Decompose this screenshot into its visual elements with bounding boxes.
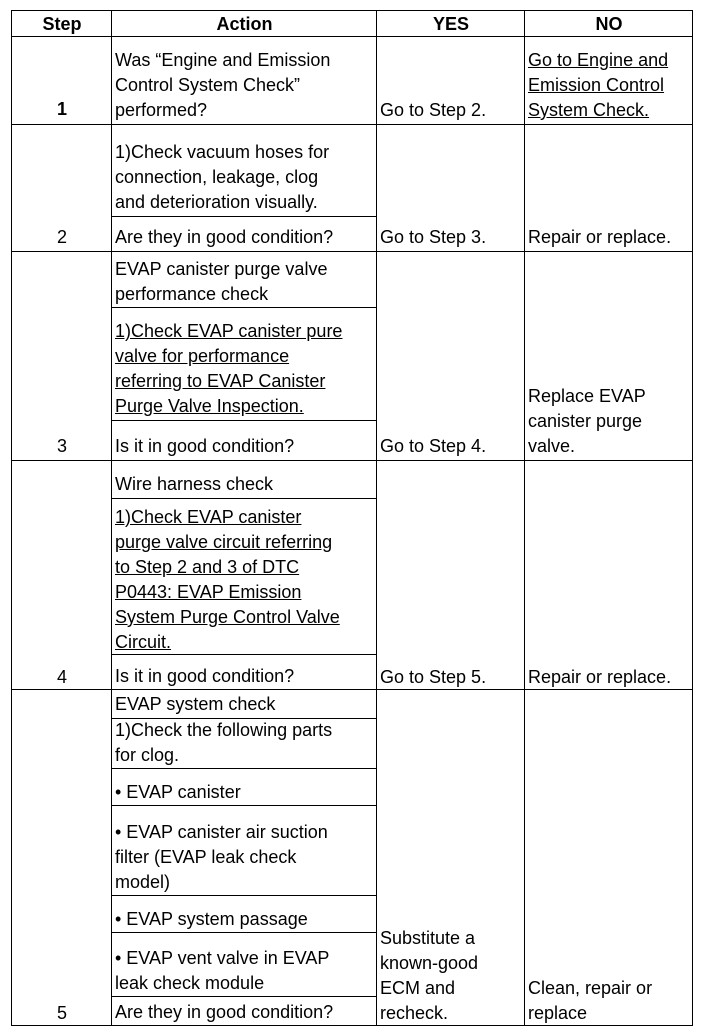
column-divider — [524, 11, 525, 1025]
action-question: Is it in good condition? — [115, 666, 295, 686]
yes-text: Go to Step 4. — [380, 436, 487, 456]
subrow-divider — [111, 498, 376, 499]
action-link[interactable]: 1)Check EVAP canister pure valve for performance referring to EVAP Canister Purge Valve Inspection. — [115, 321, 343, 416]
no-link[interactable]: Go to Engine and Emission Control System Check. — [528, 50, 669, 120]
action-link[interactable]: 1)Check EVAP canister purge valve circuit referring to Step 2 and 3 of DTC P0443: EVAP Emission System Purge Control Valve Circuit. — [115, 507, 340, 652]
action-text: 1)Check the following parts for clog. — [115, 720, 333, 765]
column-divider — [376, 11, 377, 1025]
no-text: Clean, repair or replace — [528, 978, 653, 1023]
action-bullet: • EVAP system passage — [115, 909, 308, 929]
action-bullet: • EVAP canister air suction filter (EVAP leak check model) — [115, 822, 328, 892]
step-number: 5 — [56, 1003, 67, 1023]
action-text: Wire harness check — [115, 474, 274, 494]
header-step: Step — [42, 13, 82, 34]
action-bullet: • EVAP vent valve in EVAP leak check module — [115, 948, 330, 993]
step-number: 1 — [56, 99, 67, 119]
diagnostic-table — [11, 10, 693, 1026]
subrow-divider — [111, 216, 376, 217]
header-yes: YES — [432, 13, 470, 34]
row-divider — [12, 124, 692, 125]
action-text: EVAP system check — [115, 694, 276, 714]
subrow-divider — [111, 805, 376, 806]
yes-text: Go to Step 3. — [380, 227, 487, 247]
action-question: Is it in good condition? — [115, 436, 295, 456]
action-question: Are they in good condition? — [115, 1002, 334, 1022]
yes-text: Substitute a known-good ECM and recheck. — [380, 928, 479, 1023]
action-text: 1)Check vacuum hoses for connection, leakage, clog and deterioration visually. — [115, 142, 330, 212]
action-text: EVAP canister purge valve performance check — [115, 259, 328, 304]
row-divider — [12, 460, 692, 461]
step-number: 4 — [56, 667, 67, 687]
action-question: Are they in good condition? — [115, 227, 334, 247]
action-bullet: • EVAP canister — [115, 782, 241, 802]
subrow-divider — [111, 768, 376, 769]
subrow-divider — [111, 895, 376, 896]
row-divider — [12, 251, 692, 252]
no-text: Repair or replace. — [528, 667, 672, 687]
subrow-divider — [111, 932, 376, 933]
subrow-divider — [111, 307, 376, 308]
header-action: Action — [216, 13, 273, 34]
header-no: NO — [595, 13, 623, 34]
subrow-divider — [111, 996, 376, 997]
no-text: Repair or replace. — [528, 227, 672, 247]
step-number: 3 — [56, 436, 67, 456]
no-text: Replace EVAP canister purge valve. — [528, 386, 646, 456]
column-divider — [111, 11, 112, 1025]
step-number: 2 — [56, 227, 67, 247]
yes-text: Go to Step 5. — [380, 667, 487, 687]
row-divider — [12, 36, 692, 37]
yes-text: Go to Step 2. — [380, 100, 487, 120]
action-text: Was “Engine and Emission Control System Check” performed? — [115, 50, 331, 120]
subrow-divider — [111, 420, 376, 421]
